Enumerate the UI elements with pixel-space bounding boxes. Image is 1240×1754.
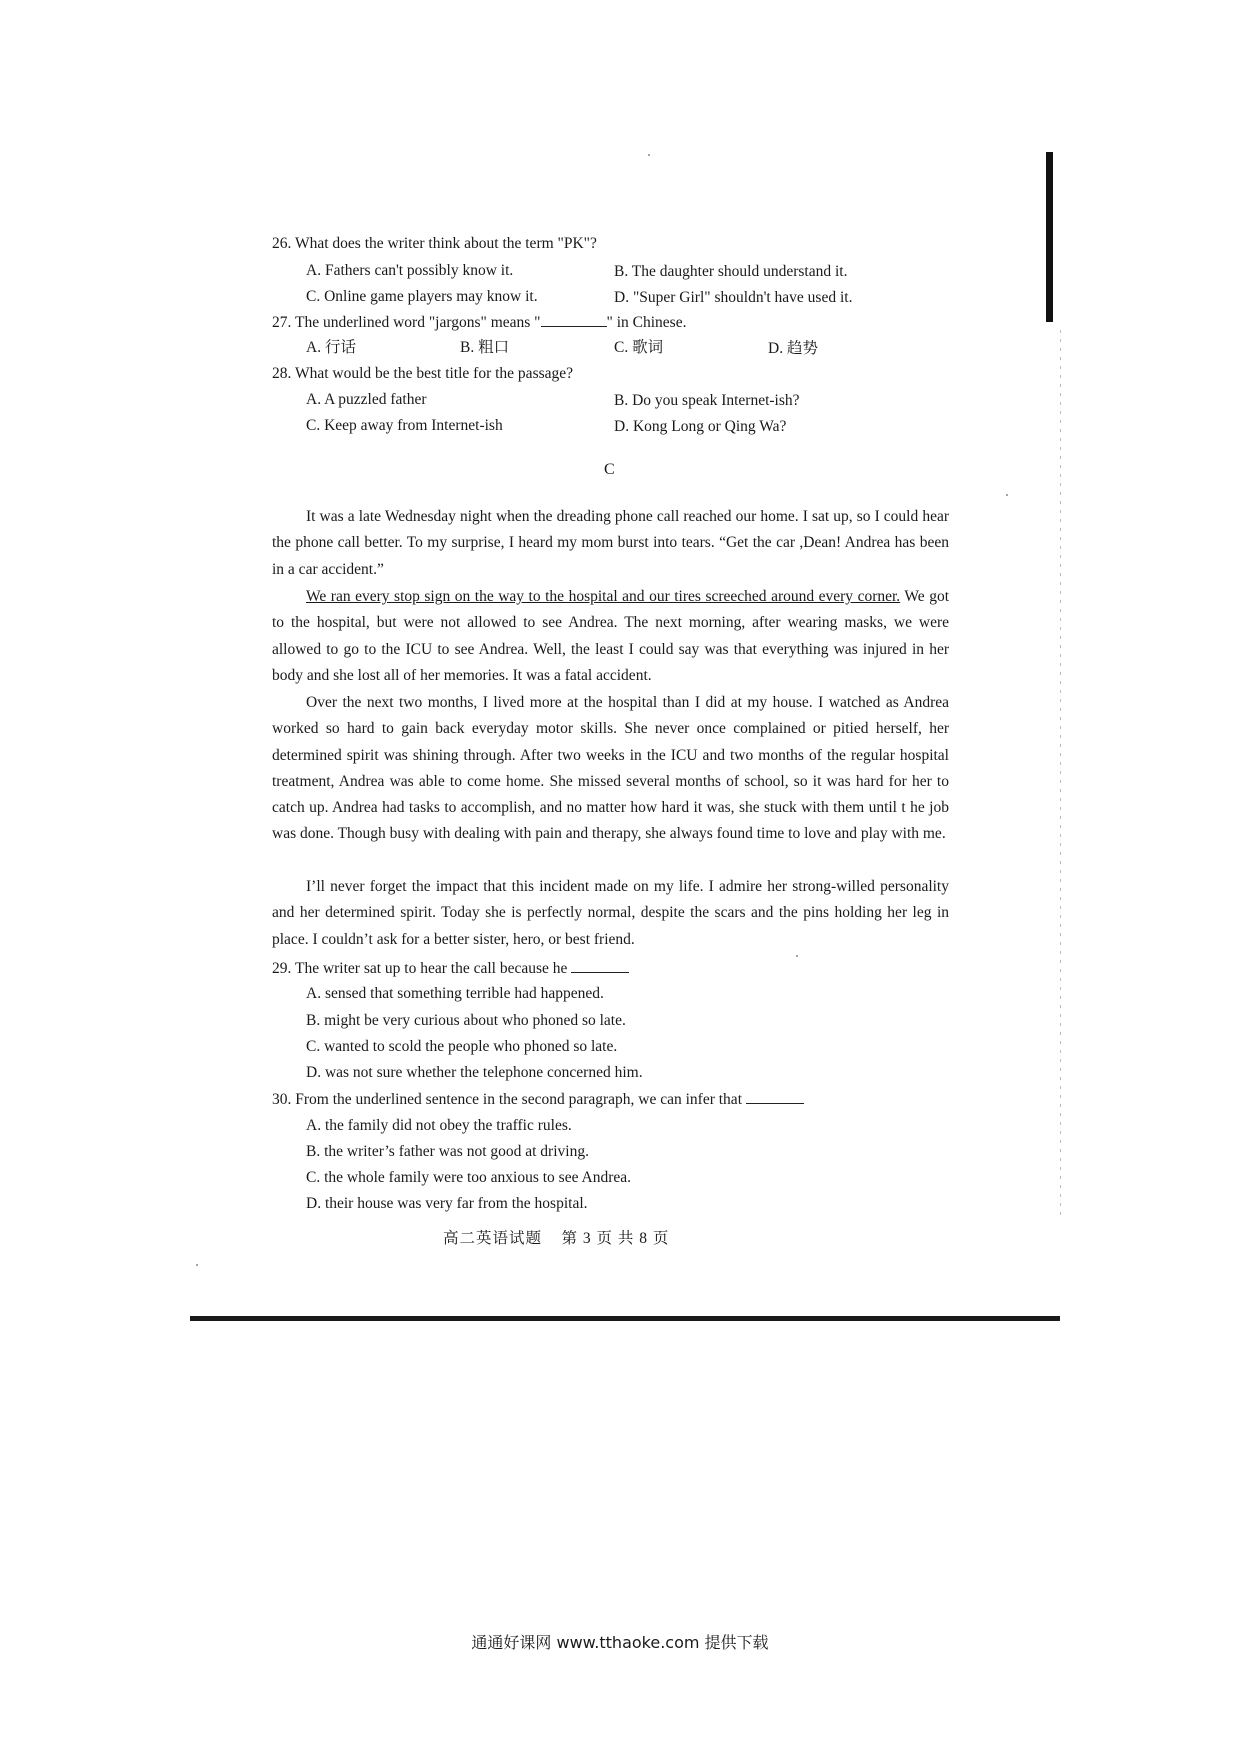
scan-speck bbox=[196, 1264, 198, 1266]
scan-edge-bar bbox=[1046, 152, 1053, 322]
question-30-option-c: C. the whole family were too anxious to see Andrea. bbox=[306, 1169, 631, 1186]
question-26-option-a: A. Fathers can't possibly know it. bbox=[306, 262, 514, 279]
answer-blank bbox=[541, 312, 607, 327]
source-line: 通通好课网 www.tthaoke.com 提供下载 bbox=[471, 1633, 769, 1652]
question-28-stem: 28. What would be the best title for the passage? bbox=[272, 365, 574, 382]
page-footer: 高二英语试题 第 3 页 共 8 页 bbox=[443, 1230, 670, 1247]
question-30-stem-text: 30. From the underlined sentence in the second paragraph, we can infer that bbox=[272, 1091, 742, 1108]
scan-speck bbox=[796, 955, 798, 957]
question-28-option-b: B. Do you speak Internet-ish? bbox=[614, 392, 800, 409]
question-26-stem: 26. What does the writer think about the term "PK"? bbox=[272, 235, 597, 252]
question-29-option-d: D. was not sure whether the telephone concerned him. bbox=[306, 1064, 643, 1081]
paragraph-2-text: We got to the hospital, but were not allowed to see Andrea. The next morning, after wearing masks, we were allowed to go to the ICU to see Andrea. Well, the least I could say was that everything was injured in her body and she lost all of her memories. It was a fatal accident. bbox=[272, 588, 950, 684]
passage-paragraph-1: It was a late Wednesday night when the dreading phone call reached our home. I sat up, so I could hear the phone call better. To my surprise, I heard my mom burst into tears. “Get the car ,Dean! Andrea has been in a car accident.” bbox=[272, 508, 949, 578]
section-heading: C bbox=[604, 461, 615, 478]
answer-blank bbox=[746, 1089, 804, 1104]
question-29-stem-text: 29. The writer sat up to hear the call because he bbox=[272, 960, 568, 977]
question-27-stem-start: 27. The underlined word "jargons" means " bbox=[272, 314, 541, 331]
question-27-stem-end: " in Chinese. bbox=[606, 314, 687, 331]
question-26-option-c: C. Online game players may know it. bbox=[306, 288, 538, 305]
scan-speck bbox=[648, 154, 650, 156]
scan-edge-noise bbox=[1060, 330, 1061, 1220]
question-27-option-a: A. 行话 bbox=[306, 339, 356, 356]
question-28-option-d: D. Kong Long or Qing Wa? bbox=[614, 418, 787, 435]
question-28-option-a: A. A puzzled father bbox=[306, 391, 427, 408]
question-28-option-c: C. Keep away from Internet-ish bbox=[306, 417, 503, 434]
question-27-stem bbox=[272, 312, 686, 333]
question-27-option-b: B. 粗口 bbox=[460, 339, 510, 356]
passage-paragraph-2 bbox=[272, 584, 949, 689]
question-30-option-b: B. the writer’s father was not good at driving. bbox=[306, 1143, 589, 1160]
question-30-stem bbox=[272, 1089, 804, 1110]
question-26-option-d: D. "Super Girl" shouldn't have used it. bbox=[614, 289, 853, 306]
question-29-option-c: C. wanted to scold the people who phoned so late. bbox=[306, 1038, 618, 1055]
answer-blank bbox=[571, 958, 629, 973]
question-26-option-b: B. The daughter should understand it. bbox=[614, 263, 848, 280]
passage-paragraph-3: Over the next two months, I lived more at the hospital than I did at my house. I watched as Andrea worked so hard to gain back everyday motor skills. She never once complained or pitied herself, her determined spirit was shining through. After two weeks in the ICU and two months of the regular hospital treatment, Andrea was able to come home. She missed several months of school, so it was hard for her to catch up. Andrea had tasks to accomplish, and no matter how hard it was, she stuck with them until t he job was done. Though busy with dealing with pain and therapy, she always found time to love and play with me. bbox=[272, 694, 949, 843]
page-bottom-rule bbox=[190, 1316, 1060, 1321]
question-30-option-d: D. their house was very far from the hospital. bbox=[306, 1195, 588, 1212]
question-29-option-b: B. might be very curious about who phoned so late. bbox=[306, 1012, 626, 1029]
question-29-stem bbox=[272, 958, 629, 979]
question-29-option-a: A. sensed that something terrible had happened. bbox=[306, 985, 604, 1002]
passage-paragraph-4: I’ll never forget the impact that this incident made on my life. I admire her strong-willed personality and her determined spirit. Today she is perfectly normal, despite the scars and the pins holding her leg in place. I couldn’t ask for a better sister, hero, or best friend. bbox=[272, 878, 949, 948]
question-30-option-a: A. the family did not obey the traffic rules. bbox=[306, 1117, 572, 1134]
underlined-sentence: We ran every stop sign on the way to the hospital and our tires screeched around every corner. bbox=[306, 588, 901, 605]
question-27-option-c: C. 歌词 bbox=[614, 339, 664, 356]
scan-speck bbox=[1006, 494, 1008, 496]
question-27-option-d: D. 趋势 bbox=[768, 340, 818, 357]
